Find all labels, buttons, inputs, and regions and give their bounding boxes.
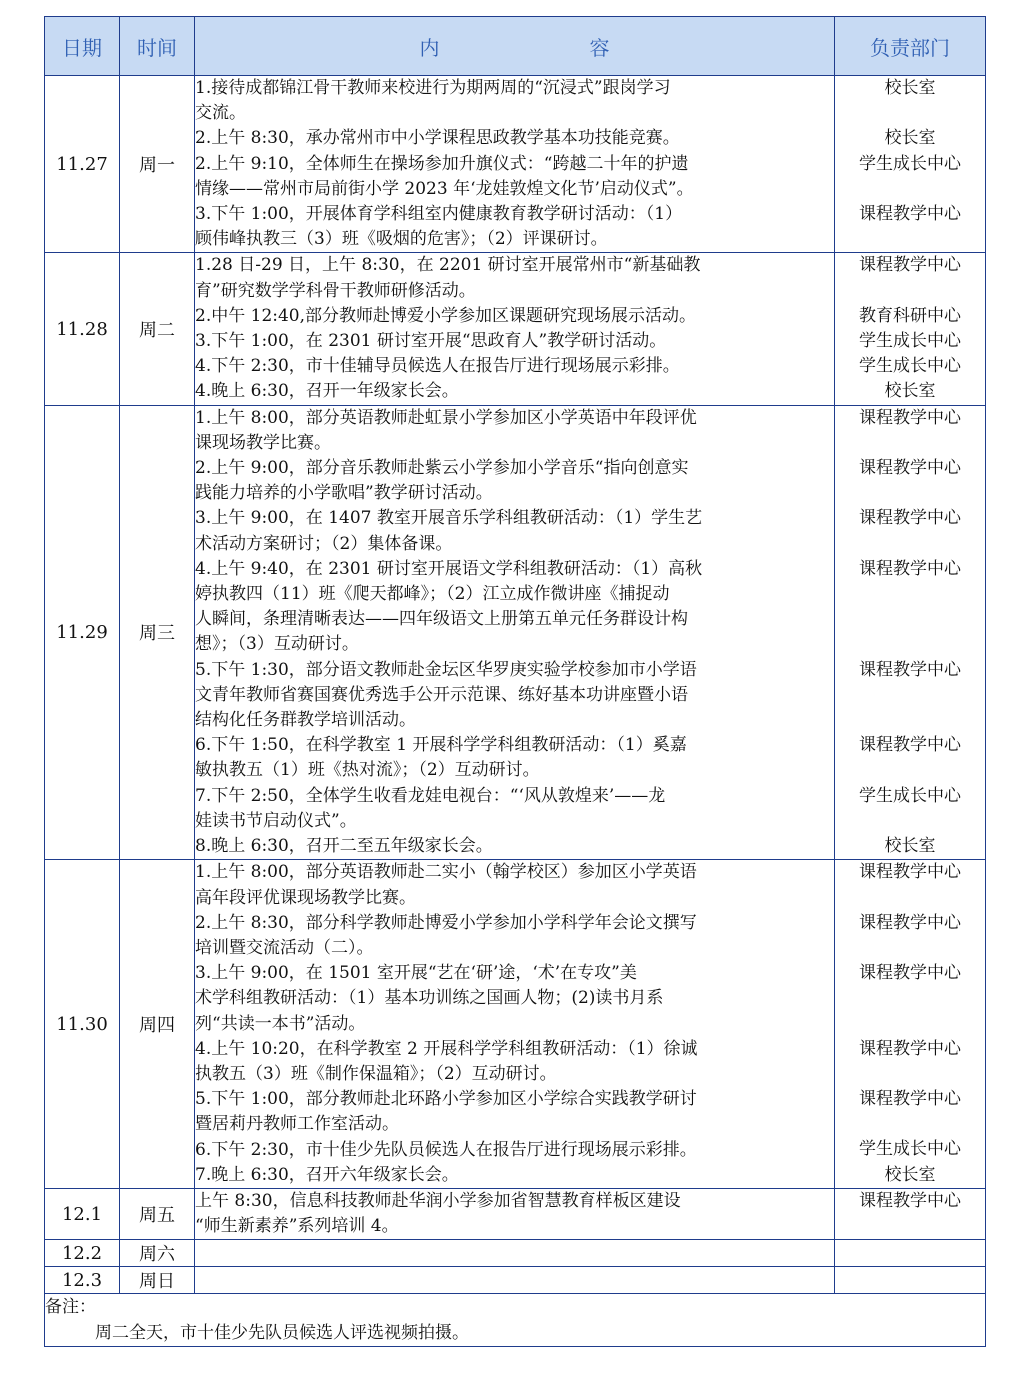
responsible-dept: 教育科研中心 xyxy=(859,305,961,326)
responsible-dept: 课程教学中心 xyxy=(859,735,961,756)
list-item xyxy=(195,456,834,506)
notes-label: 备注： xyxy=(45,1297,96,1318)
responsible-dept: 课程教学中心 xyxy=(859,458,961,479)
notes-text: 周二全天，市十佳少先队员候选人评选视频拍摄。 xyxy=(95,1323,469,1344)
list-item xyxy=(195,860,834,910)
content-cell xyxy=(195,1188,835,1239)
item-text-line: 交流。 xyxy=(195,103,246,124)
responsible-dept: 课程教学中心 xyxy=(859,1190,961,1211)
item-text-line: 暨居莉丹教师工作室活动。 xyxy=(195,1114,399,1135)
item-text-line: 6.下午 2:30，市十佳少先队员候选人在报告厅进行现场展示彩排。 xyxy=(195,1139,697,1160)
responsible-dept: 学生成长中心 xyxy=(859,785,961,806)
date-cell: 12.1 xyxy=(45,1188,120,1239)
responsible-dept: 学生成长中心 xyxy=(859,356,961,377)
notes-row xyxy=(45,1294,986,1347)
list-item xyxy=(195,961,834,1037)
item-text-line: 2.上午 9:10，全体师生在操场参加升旗仪式：“跨越二十年的护遗 xyxy=(195,153,689,174)
weekly-schedule-table xyxy=(44,16,986,1347)
item-text-line: 5.下午 1:00，部分教师赴北环路小学参加区小学综合实践教学研讨 xyxy=(195,1089,697,1110)
content-cell xyxy=(195,860,835,1189)
content-cell xyxy=(195,405,835,860)
weekday-cell: 周五 xyxy=(120,1188,195,1239)
item-text-line: 7.晚上 6:30，召开六年级家长会。 xyxy=(195,1164,459,1185)
schedule-body xyxy=(45,76,986,1294)
list-item xyxy=(195,354,834,379)
item-text-line: 育”研究数学学科骨干教师研修活动。 xyxy=(195,280,476,301)
list-item xyxy=(195,152,834,202)
weekday-cell: 周四 xyxy=(120,860,195,1189)
table-row xyxy=(45,405,986,860)
list-item xyxy=(195,733,834,783)
notes-cell xyxy=(45,1294,986,1347)
weekday-cell: 周二 xyxy=(120,253,195,405)
item-text-line: 2.中午 12:40,部分教师赴博爱小学参加区课题研究现场展示活动。 xyxy=(195,305,697,326)
item-text-line: 敏执教五（1）班《热对流》；（2）互动研讨。 xyxy=(195,760,540,781)
item-text-line: 术学科组教研活动：（1）基本功训练之国画人物；(2)读书月系 xyxy=(195,988,664,1009)
responsible-dept: 校长室 xyxy=(884,1164,936,1185)
item-text-line: 上午 8:30，信息科技教师赴华润小学参加省智慧教育样板区建设 xyxy=(195,1190,681,1211)
responsible-dept: 学生成长中心 xyxy=(859,153,961,174)
list-item xyxy=(195,253,834,303)
responsible-dept: 课程教学中心 xyxy=(859,659,961,680)
item-text-line: 执教五（3）班《制作保温箱》；（2）互动研讨。 xyxy=(195,1063,557,1084)
item-text-line: 高年段评优课现场教学比赛。 xyxy=(195,887,416,908)
dept-cell xyxy=(835,76,986,253)
list-item xyxy=(195,784,834,834)
dept-cell xyxy=(835,860,986,1189)
table-row xyxy=(45,860,986,1189)
header-row xyxy=(45,17,986,76)
date-cell: 11.27 xyxy=(45,76,120,253)
responsible-dept: 课程教学中心 xyxy=(859,508,961,529)
item-text-line: 4.晚上 6:30，召开一年级家长会。 xyxy=(195,381,459,402)
list-item xyxy=(195,834,834,859)
weekday-cell: 周一 xyxy=(120,76,195,253)
list-item xyxy=(195,202,834,252)
header-dept: 负责部门 xyxy=(835,17,986,76)
responsible-dept: 校长室 xyxy=(884,381,936,402)
list-item xyxy=(195,1087,834,1137)
item-text-line: 1.上午 8:00，部分英语教师赴二实小（翰学校区）参加区小学英语 xyxy=(195,862,697,883)
item-text-line: 术活动方案研讨；（2）集体备课。 xyxy=(195,533,453,554)
header-content: 内容 xyxy=(195,17,835,76)
weekday-cell: 周三 xyxy=(120,405,195,860)
item-text-line: 4.下午 2:30，市十佳辅导员候选人在报告厅进行现场展示彩排。 xyxy=(195,356,680,377)
item-text-line: 2.上午 8:30，承办常州市中小学课程思政教学基本功技能竞赛。 xyxy=(195,128,680,149)
list-item xyxy=(195,1138,834,1163)
list-item xyxy=(195,506,834,556)
date-cell: 11.29 xyxy=(45,405,120,860)
table-row xyxy=(45,1267,986,1294)
item-text-line: 列“共读一本书”活动。 xyxy=(195,1013,366,1034)
date-cell: 12.2 xyxy=(45,1240,120,1267)
item-text-line: “师生新素养”系列培训 4。 xyxy=(195,1216,399,1237)
item-text-line: 情缘——常州市局前街小学 2023 年‘龙娃敦煌文化节’启动仪式”。 xyxy=(195,178,694,199)
content-cell xyxy=(195,76,835,253)
date-cell: 12.3 xyxy=(45,1267,120,1294)
responsible-dept: 校长室 xyxy=(884,78,936,98)
list-item xyxy=(195,304,834,329)
header-time: 时间 xyxy=(120,17,195,76)
item-text-line: 3.下午 1:00，在 2301 研讨室开展“思政育人”教学研讨活动。 xyxy=(195,331,667,352)
responsible-dept: 学生成长中心 xyxy=(859,331,961,351)
item-text-line: 3.下午 1:00，开展体育学科组室内健康教育教学研讨活动：（1） xyxy=(195,204,683,225)
item-text-line: 顾伟峰执教三（3）班《吸烟的危害》；（2）评课研讨。 xyxy=(195,229,608,250)
dept-cell xyxy=(835,1267,986,1294)
item-text-line: 1.上午 8:00，部分英语教师赴虹景小学参加区小学英语中年段评优 xyxy=(195,407,697,428)
list-item xyxy=(195,406,834,456)
header-date: 日期 xyxy=(45,17,120,76)
date-cell: 11.28 xyxy=(45,253,120,405)
item-text-line: 1.接待成都锦江骨干教师来校进行为期两周的“沉浸式”跟岗学习 xyxy=(195,78,671,98)
dept-cell xyxy=(835,1188,986,1239)
responsible-dept: 课程教学中心 xyxy=(859,558,961,579)
item-text-line: 文青年教师省赛国赛优秀选手公开示范课、练好基本功讲座暨小语 xyxy=(195,684,688,705)
content-cell xyxy=(195,253,835,405)
list-item xyxy=(195,1037,834,1087)
list-item xyxy=(195,76,834,126)
item-text-line: 6.下午 1:50，在科学教室 1 开展科学学科组教研活动：（1）奚嘉 xyxy=(195,735,687,756)
responsible-dept: 课程教学中心 xyxy=(859,1038,961,1059)
item-text-line: 人瞬间，条理清晰表达——四年级语文上册第五单元任务群设计构 xyxy=(195,609,688,630)
item-text-line: 结构化任务群教学培训活动。 xyxy=(195,710,416,731)
dept-cell xyxy=(835,1240,986,1267)
content-cell xyxy=(195,1267,835,1294)
item-text-line: 2.上午 8:30，部分科学教师赴博爱小学参加小学科学年会论文撰写 xyxy=(195,912,697,933)
list-item xyxy=(195,126,834,151)
item-text-line: 课现场教学比赛。 xyxy=(195,432,331,453)
table-row xyxy=(45,1188,986,1239)
responsible-dept: 课程教学中心 xyxy=(859,203,961,224)
item-text-line: 培训暨交流活动（二）。 xyxy=(195,937,374,958)
item-text-line: 践能力培养的小学歌唱”教学研讨活动。 xyxy=(195,483,493,504)
responsible-dept: 校长室 xyxy=(884,128,936,149)
responsible-dept: 课程教学中心 xyxy=(859,912,961,933)
dept-cell xyxy=(835,253,986,405)
table-row xyxy=(45,253,986,405)
date-cell: 11.30 xyxy=(45,860,120,1189)
dept-cell xyxy=(835,405,986,860)
list-item xyxy=(195,329,834,354)
table-row xyxy=(45,76,986,253)
list-item xyxy=(195,557,834,658)
responsible-dept: 学生成长中心 xyxy=(859,1139,961,1160)
responsible-dept: 课程教学中心 xyxy=(859,407,961,428)
responsible-dept: 课程教学中心 xyxy=(859,1089,961,1110)
list-item xyxy=(195,658,834,734)
responsible-dept: 课程教学中心 xyxy=(859,963,961,984)
item-text-line: 4.上午 10:20，在科学教室 2 开展科学学科组教研活动：（1）徐诚 xyxy=(195,1038,698,1059)
list-item xyxy=(195,911,834,961)
responsible-dept: 校长室 xyxy=(884,835,936,856)
item-text-line: 8.晚上 6:30，召开二至五年级家长会。 xyxy=(195,836,493,857)
item-text-line: 1.28 日-29 日，上午 8:30，在 2201 研讨室开展常州市“新基础教 xyxy=(195,255,701,276)
list-item xyxy=(195,379,834,404)
table-row xyxy=(45,1240,986,1267)
schedule-sheet xyxy=(44,16,985,1347)
item-text-line: 5.下午 1:30，部分语文教师赴金坛区华罗庚实验学校参加市小学语 xyxy=(195,659,697,680)
item-text-line: 3.上午 9:00，在 1407 教室开展音乐学科组教研活动：（1）学生艺 xyxy=(195,508,703,529)
item-text-line: 7.下午 2:50，全体学生收看龙娃电视台：“‘风从敦煌来’——龙 xyxy=(195,785,666,806)
item-text-line: 婷执教四（11）班《爬天都峰》；（2）江立成作微讲座《捕捉动 xyxy=(195,584,670,605)
list-item xyxy=(195,1189,834,1239)
responsible-dept: 课程教学中心 xyxy=(859,255,961,276)
weekday-cell: 周日 xyxy=(120,1267,195,1294)
item-text-line: 4.上午 9:40，在 2301 研讨室开展语文学科组教研活动：（1）高秋 xyxy=(195,558,703,579)
item-text-line: 想》；（3）互动研讨。 xyxy=(195,634,359,655)
item-text-line: 2.上午 9:00，部分音乐教师赴紫云小学参加小学音乐“指向创意实 xyxy=(195,458,689,479)
weekday-cell: 周六 xyxy=(120,1240,195,1267)
responsible-dept: 课程教学中心 xyxy=(859,862,961,883)
item-text-line: 3.上午 9:00，在 1501 室开展“艺在‘研’途，‘术’在专攻”美 xyxy=(195,963,637,984)
content-cell xyxy=(195,1240,835,1267)
list-item xyxy=(195,1163,834,1188)
item-text-line: 娃读书节启动仪式”。 xyxy=(195,810,357,831)
